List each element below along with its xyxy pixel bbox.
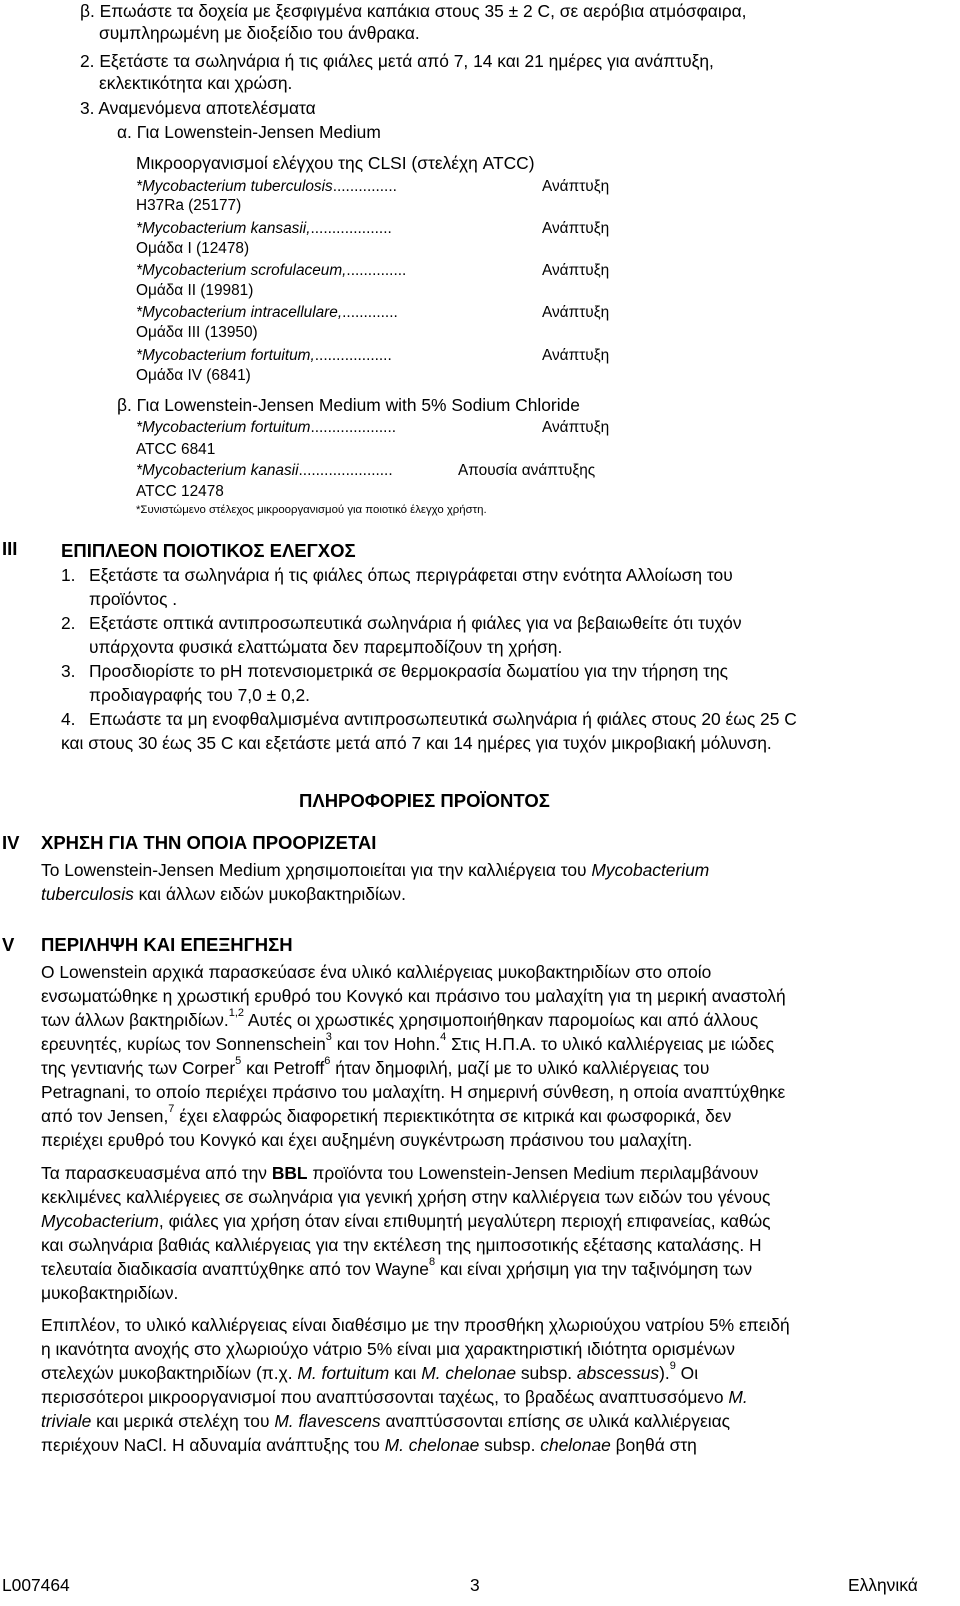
- leader-dots: ...................: [310, 220, 392, 237]
- strain-label: Ομάδα I (12478): [136, 240, 250, 257]
- summary-line: Petragnani, το οποίο περιέχει πράσινο του μαλαχίτη. Η σημερινή σύνθεση, η οποία αναπτύχθηκε: [41, 1082, 786, 1102]
- text-run: Τα παρασκευασμένα από την: [41, 1163, 272, 1183]
- leader-dots: ......................: [298, 462, 393, 479]
- summary-line: κεκλιμένες καλλιέργειες σε σωληνάρια για γενική χρήση στην καλλιέργεια των ειδών του γένους: [41, 1187, 771, 1207]
- strain-label: Ομάδα II (19981): [136, 282, 254, 299]
- text-run: περισσότεροι μικροοργανισμοί που αναπτύσσονται ταχέως, το βραδέως αναπτυσσόμενο: [41, 1387, 729, 1407]
- qc-item-number: 3.: [61, 661, 76, 681]
- language-label: Ελληνικά: [848, 1575, 918, 1595]
- organism-name: M. flavescens: [274, 1411, 381, 1431]
- text-run: αναπτύσσονται επίσης σε υλικά καλλιέργειας: [380, 1411, 731, 1431]
- organism-subspecies: abscessus: [576, 1363, 660, 1383]
- footnote: *Συνιστώμενο στέλεχος μικροοργανισμού για ποιοτικό έλεγχο χρήστη.: [136, 504, 487, 516]
- organism-name: M. chelonae: [384, 1435, 480, 1455]
- organism-name: *Mycobacterium intracellulare,: [136, 304, 343, 321]
- result-value: Ανάπτυξη: [542, 304, 610, 321]
- organism-name: *Mycobacterium tuberculosis: [136, 178, 333, 195]
- leader-dots: ..................: [314, 347, 392, 364]
- text-run: και είναι χρήσιμη για την ταξινόμηση των: [435, 1259, 753, 1279]
- summary-line: Επιπλέον, το υλικό καλλιέργειας είναι διαθέσιμο με την προσθήκη χλωριούχου νατρίου 5% επειδή: [41, 1315, 790, 1335]
- summary-line: [41, 1386, 748, 1408]
- strain-label: Ομάδα III (13950): [136, 324, 258, 341]
- summary-line: [41, 1057, 709, 1079]
- text-run: , φιάλες για χρήση όταν είναι επιθυμητή μεγαλύτερη περιοχή επιφανείας, καθώς: [158, 1211, 771, 1231]
- section-numeral: V: [2, 934, 15, 955]
- text-run: τελευταία διαδικασία αναπτύχθηκε από τον Wayne: [41, 1259, 429, 1279]
- text-run: των άλλων βακτηριδίων.: [41, 1010, 229, 1030]
- summary-line: [41, 1434, 697, 1456]
- organism-name: *Mycobacterium fortuitum,: [136, 347, 315, 364]
- text-run: και Petroff: [241, 1058, 325, 1078]
- summary-line: [41, 1105, 731, 1127]
- results-b-heading: β. Για Lowenstein-Jensen Medium with 5% Sodium Chloride: [117, 395, 580, 415]
- result-value: Απουσία ανάπτυξης: [458, 462, 596, 479]
- step-2-line1: 2. Εξετάστε τα σωληνάρια ή τις φιάλες μετά από 7, 14 και 21 ημέρες για ανάπτυξη,: [80, 51, 714, 71]
- result-value: Ανάπτυξη: [542, 220, 610, 237]
- citation: 3: [325, 1031, 332, 1044]
- summary-line: ενσωματώθηκε η χρωστική ερυθρό του Κονγκό και πράσινο του μαλαχίτη για τη μερική αναστολή: [41, 986, 786, 1006]
- text-run: και τον Hohn.: [331, 1034, 441, 1054]
- text-run: και μερικά στελέχη του: [91, 1411, 275, 1431]
- text-run: στελεχών μυκοβακτηριδίων (π.χ.: [41, 1363, 298, 1383]
- results-a-subheading: Μικροοργανισμοί ελέγχου της CLSI (στελέχη ATCC): [136, 153, 535, 173]
- text-run: και άλλων ειδών μυκοβακτηριδίων.: [133, 884, 406, 904]
- leader-dots: ....................: [310, 419, 397, 436]
- organism-name: *Mycobacterium fortuitum: [136, 419, 311, 436]
- text-run: έχει ελαφρώς διαφορετική περιεκτικότητα σε κιτρικά και φωσφορικά, δεν: [174, 1106, 732, 1126]
- text-run: ήταν δημοφιλή, μαζί με το υλικό καλλιέργειας του: [330, 1058, 710, 1078]
- organism-subspecies: chelonae: [540, 1435, 611, 1455]
- text-run: προϊόντα του Lowenstein-Jensen Medium περιλαμβάνουν: [307, 1163, 759, 1183]
- result-entry: [136, 418, 610, 438]
- document-code: L007464: [2, 1575, 70, 1595]
- strain-label: ATCC 12478: [136, 483, 224, 500]
- section-title: ΠΕΡΙΛΗΨΗ ΚΑΙ ΕΠΕΞΗΓΗΣΗ: [41, 934, 293, 955]
- result-entry: [136, 346, 610, 366]
- leader-dots: ...............: [332, 178, 397, 195]
- qc-item-number: 2.: [61, 613, 76, 633]
- summary-line: [41, 1410, 730, 1432]
- text-run: περιέχουν NaCl. Η αδυναμία ανάπτυξης του: [41, 1435, 385, 1455]
- citation: 4: [440, 1031, 447, 1044]
- text-run: ).: [659, 1363, 670, 1383]
- section-numeral: IV: [2, 832, 20, 853]
- text-run: Αυτές οι χρωστικές χρησιμοποιήθηκαν παρομοίως και από άλλους: [244, 1010, 759, 1030]
- text-run: και: [389, 1363, 422, 1383]
- citation: 6: [324, 1055, 331, 1068]
- qc-item-text: υπάρχοντα φυσικά ελαττώματα δεν παρεμποδίζουν τη χρήση.: [89, 637, 563, 657]
- strain-label: ATCC 6841: [136, 441, 216, 458]
- organism-name: M.: [728, 1387, 748, 1407]
- step-2-line2: εκλεκτικότητα και χρώση.: [99, 73, 293, 93]
- product-info-heading: ΠΛΗΡΟΦΟΡΙΕΣ ΠΡΟΪΟΝΤΟΣ: [299, 790, 550, 811]
- result-value: Ανάπτυξη: [542, 347, 610, 364]
- citation: 7: [168, 1103, 175, 1116]
- intended-use-line: [41, 883, 406, 905]
- qc-item-text: Εξετάστε τα σωληνάρια ή τις φιάλες όπως περιγράφεται στην ενότητα Αλλοίωση του: [89, 565, 733, 585]
- text-run: Το Lowenstein-Jensen Medium χρησιμοποιείται για την καλλιέργεια του: [41, 860, 592, 880]
- organism-name: M. chelonae: [421, 1363, 517, 1383]
- text-run: subsp.: [479, 1435, 541, 1455]
- summary-line: περιέχει ερυθρό του Κονγκό και έχει αυξημένη συγκέντρωση πράσινου του μαλαχίτη.: [41, 1130, 693, 1150]
- qc-item-text: Εξετάστε οπτικά αντιπροσωπευτικά σωληνάρια ή φιάλες για να βεβαιωθείτε ότι τυχόν: [89, 613, 742, 633]
- summary-line: και σωληνάρια βαθιάς καλλιέργειας για την εκτέλεση της ημιποσοτικής εξέτασης καταλάσης. Η: [41, 1235, 762, 1255]
- brand-name: BBL: [271, 1163, 308, 1183]
- result-value: Ανάπτυξη: [542, 262, 610, 279]
- summary-line: [41, 1258, 752, 1280]
- result-value: Ανάπτυξη: [542, 419, 610, 436]
- summary-line: [41, 1210, 771, 1232]
- step-b-line1: β. Επωάστε τα δοχεία με ξεσφιγμένα καπάκια στους 35 ± 2 C, σε αερόβια ατμόσφαιρα,: [80, 1, 747, 21]
- summary-line: [41, 1033, 774, 1055]
- results-a-heading: α. Για Lowenstein-Jensen Medium: [117, 122, 381, 142]
- qc-item-text: Επωάστε τα μη ενοφθαλμισμένα αντιπροσωπευτικά σωληνάρια ή φιάλες στους 20 έως 25 C: [89, 709, 797, 729]
- result-entry: [136, 177, 610, 197]
- organism-genus: Mycobacterium: [41, 1211, 159, 1231]
- result-entry: [136, 219, 610, 239]
- intended-use-line: [41, 859, 709, 881]
- qc-item-number: 1.: [61, 565, 76, 585]
- result-entry: [136, 261, 610, 281]
- qc-item-text: και στους 30 έως 35 C και εξετάστε μετά από 7 και 14 ημέρες για τυχόν μικροβιακή μόλυνση.: [61, 733, 772, 753]
- summary-line: [41, 1162, 758, 1184]
- organism-name: *Mycobacterium kanasii: [136, 462, 299, 479]
- summary-line: Ο Lowenstein αρχικά παρασκεύασε ένα υλικό καλλιέργειας μυκοβακτηριδίων στο οποίο: [41, 962, 712, 982]
- result-value: Ανάπτυξη: [542, 178, 610, 195]
- qc-item-text: προδιαγραφής του 7,0 ± 0,2.: [89, 685, 310, 705]
- text-run: Οι: [675, 1363, 699, 1383]
- step-b-line2: συμπληρωμένη με διοξείδιο του άνθρακα.: [99, 23, 420, 43]
- summary-line: μυκοβακτηριδίων.: [41, 1283, 179, 1303]
- section-title: ΧΡΗΣΗ ΓΙΑ ΤΗΝ ΟΠΟΙΑ ΠΡΟΟΡΙΖΕΤΑΙ: [41, 832, 377, 853]
- summary-line: η ικανότητα ανοχής στο χλωριούχο νάτριο 5% είναι μια χαρακτηριστική ιδιότητα ορισμένων: [41, 1339, 735, 1359]
- organism-name: triviale: [41, 1411, 92, 1431]
- citation: 1,2: [228, 1007, 245, 1020]
- qc-item-text: Προσδιορίστε το pH ποτενσιομετρικά σε θερμοκρασία δωματίου για την τήρηση της: [89, 661, 729, 681]
- text-run: βοηθά στη: [610, 1435, 697, 1455]
- leader-dots: .............: [342, 304, 398, 321]
- section-numeral: III: [2, 538, 18, 559]
- text-run: Στις Η.Π.Α. το υλικό καλλιέργειας με ιώδες: [446, 1034, 775, 1054]
- section-title: ΕΠΙΠΛΕΟΝ ΠΟΙΟΤΙΚΟΣ ΕΛΕΓΧΟΣ: [61, 540, 356, 561]
- text-run: subsp.: [516, 1363, 577, 1383]
- strain-label: Ομάδα IV (6841): [136, 367, 251, 384]
- text-run: ερευνητές, κυρίως τον Sonnenschein: [41, 1034, 326, 1054]
- text-run: από τον Jensen,: [41, 1106, 169, 1126]
- page-number: 3: [470, 1575, 480, 1595]
- qc-item-text: προϊόντος .: [89, 589, 178, 609]
- summary-line: [41, 1362, 698, 1384]
- organism-name: M. fortuitum: [297, 1363, 390, 1383]
- text-run: της γεντιανής των Corper: [41, 1058, 236, 1078]
- result-entry: [136, 303, 610, 323]
- organism-name: *Mycobacterium scrofulaceum,: [136, 262, 347, 279]
- organism-genus: Mycobacterium: [591, 860, 710, 880]
- organism-species: tuberculosis: [41, 884, 134, 904]
- citation: 8: [428, 1256, 436, 1269]
- qc-item-number: 4.: [61, 709, 76, 729]
- citation: 9: [669, 1360, 676, 1373]
- summary-line: [41, 1009, 758, 1031]
- strain-label: H37Ra (25177): [136, 197, 242, 214]
- step-3-heading: 3. Αναμενόμενα αποτελέσματα: [80, 98, 316, 118]
- organism-name: *Mycobacterium kansasii,: [136, 220, 311, 237]
- leader-dots: ..............: [346, 262, 407, 279]
- result-entry: [136, 461, 596, 481]
- citation: 5: [235, 1055, 242, 1068]
